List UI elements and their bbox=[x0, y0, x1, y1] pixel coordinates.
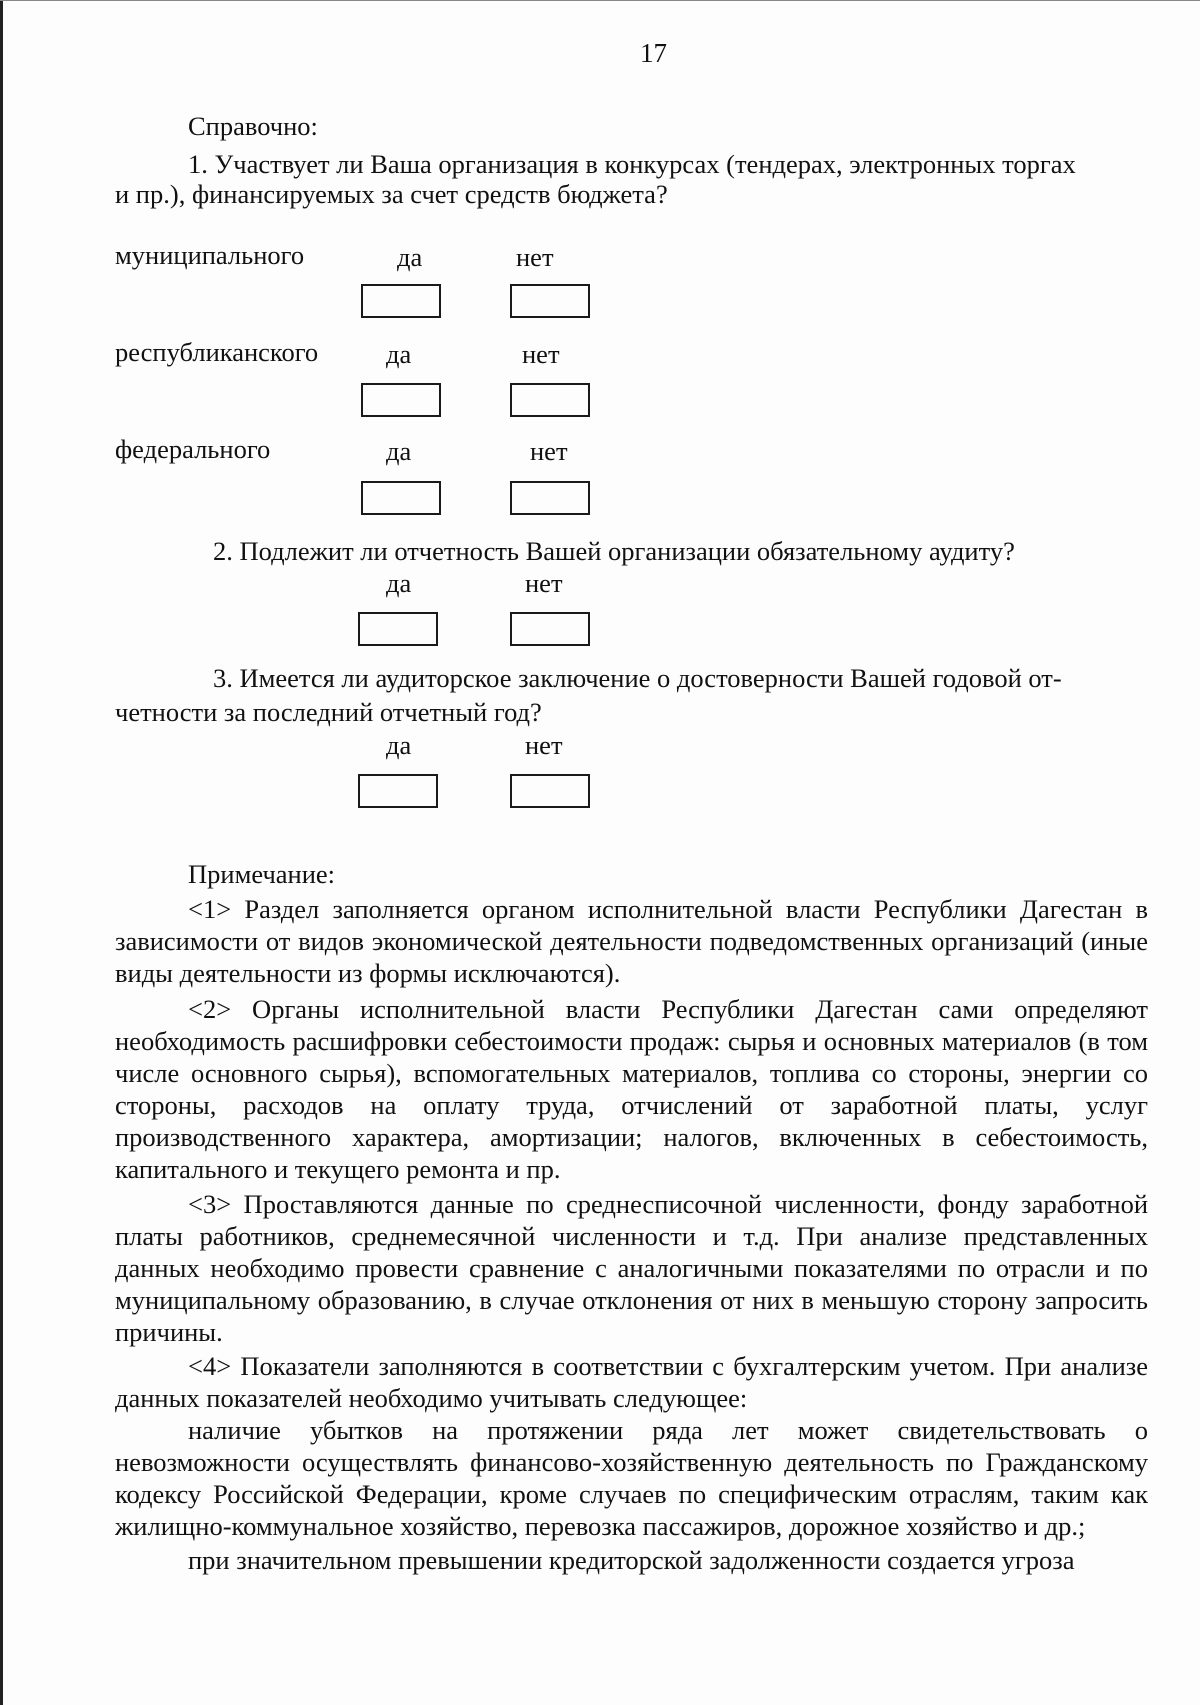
municipal-yes-checkbox[interactable] bbox=[361, 284, 441, 318]
yes-label: да bbox=[386, 339, 412, 369]
audit-yes-checkbox[interactable] bbox=[358, 612, 438, 646]
question-3-line2: четности за последний отчетный год? bbox=[115, 697, 542, 727]
note-title: Примечание: bbox=[188, 859, 336, 889]
scan-edge bbox=[0, 0, 3, 1705]
budget-level-label: республиканского bbox=[115, 337, 319, 367]
no-label: нет bbox=[530, 436, 568, 466]
yes-label: да bbox=[386, 568, 412, 598]
note-4-item-a: наличие убытков на протяжении ряда лет может свидетельствовать о невозможности осуществлять финансово-хозяйственную деятельность по Гражданскому кодексу Российской Федерации, кроме случаев по специфическим отраслям, таким как жилищно-коммунальное хозяйство, перевозка пассажиров, дорожное хозяйство и др.; bbox=[115, 1415, 1148, 1541]
note-3: <3> Проставляются данные по среднесписочной численности, фонду заработной платы работников, среднемесячной численности и т.д. При анализе представленных данных необходимо провести сравнение с аналогичными показателями по отрасли и по муниципальному образованию, в случае отклонения от них в меньшую сторону запросить причины. bbox=[115, 1189, 1148, 1347]
question-3-line1: 3. Имеется ли аудиторское заключение о достоверности Вашей годовой от- bbox=[213, 663, 1062, 693]
reference-title: Справочно: bbox=[188, 111, 318, 141]
question-1-line2: и пр.), финансируемых за счет средств бюджета? bbox=[115, 179, 668, 209]
scan-edge-top bbox=[0, 0, 1200, 1]
note-1: <1> Раздел заполняется органом исполнительной власти Республики Дагестан в зависимости от видов экономической деятельности подведомственных организаций (иные виды деятельности из формы исключаются). bbox=[115, 894, 1148, 988]
federal-no-checkbox[interactable] bbox=[510, 481, 590, 515]
federal-yes-checkbox[interactable] bbox=[361, 481, 441, 515]
note-4: <4> Показатели заполняются в соответствии с бухгалтерским учетом. При анализе данных показателей необходимо учитывать следующее: bbox=[115, 1351, 1148, 1413]
page-number: 17 bbox=[640, 38, 667, 68]
budget-level-label: федерального bbox=[115, 434, 271, 464]
no-label: нет bbox=[516, 242, 554, 272]
report-no-checkbox[interactable] bbox=[510, 774, 590, 808]
note-4-item-b: при значительном превышении кредиторской задолженности создается угроза bbox=[188, 1545, 1075, 1575]
republican-no-checkbox[interactable] bbox=[510, 383, 590, 417]
no-label: нет bbox=[525, 568, 563, 598]
report-yes-checkbox[interactable] bbox=[358, 774, 438, 808]
republican-yes-checkbox[interactable] bbox=[361, 383, 441, 417]
question-1-line1: 1. Участвует ли Ваша организация в конкурсах (тендерах, электронных торгах bbox=[188, 149, 1076, 179]
question-2: 2. Подлежит ли отчетность Вашей организации обязательному аудиту? bbox=[213, 536, 1015, 566]
municipal-no-checkbox[interactable] bbox=[510, 284, 590, 318]
budget-level-label: муниципального bbox=[115, 240, 305, 270]
note-2: <2> Органы исполнительной власти Республики Дагестан сами определяют необходимость расшифровки себестоимости продаж: сырья и основных материалов (в том числе основного сырья), вспомогательных материалов, топлива со стороны, энергии со стороны, расходов на оплату труда, отчислений от заработной платы, услуг производственного характера, амортизации; налогов, включенных в себестоимость, капитального и текущего ремонта и пр. bbox=[115, 994, 1148, 1184]
yes-label: да bbox=[397, 242, 423, 272]
yes-label: да bbox=[386, 436, 412, 466]
no-label: нет bbox=[522, 339, 560, 369]
yes-label: да bbox=[386, 730, 412, 760]
audit-no-checkbox[interactable] bbox=[510, 612, 590, 646]
no-label: нет bbox=[525, 730, 563, 760]
